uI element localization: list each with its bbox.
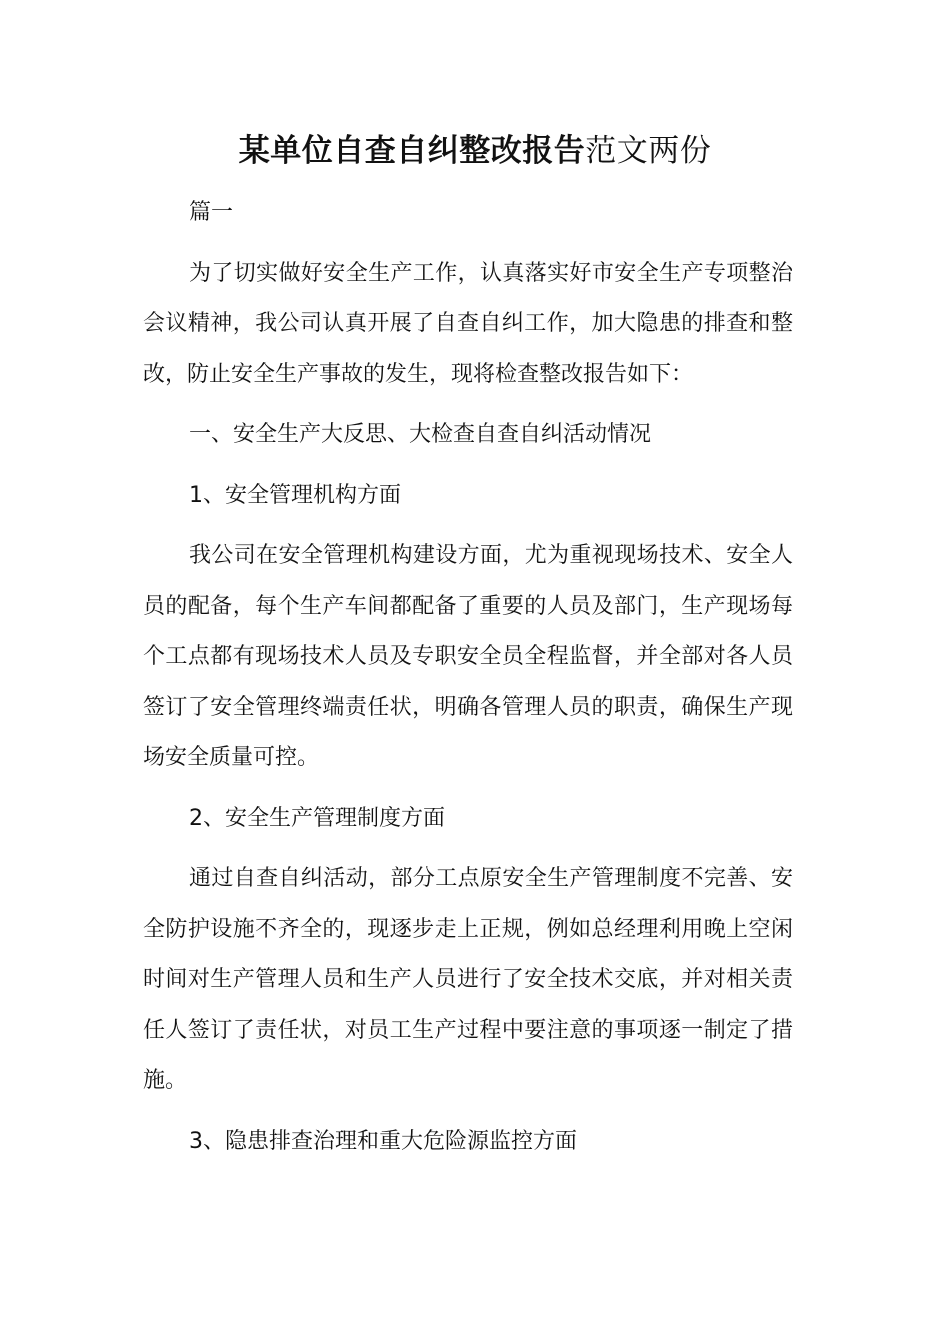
title-main: 某单位自查自纠整改报告 [238, 133, 586, 169]
document-title [0, 128, 950, 174]
intro-paragraph: 为了切实做好安全生产工作，认真落实好市安全生产专项整治会议精神，我公司认真开展了自查自纠工作，加大隐患的排查和整改，防止安全生产事故的发生，现将检查整改报告如下： [143, 260, 793, 387]
paragraph-2: 通过自查自纠活动，部分工点原安全生产管理制度不完善、安全防护设施不齐全的，现逐步走上正规，例如总经理利用晚上空闲时间对生产管理人员和生产人员进行了安全技术交底，并对相关责任人签订了责任状，对员工生产过程中要注意的事项逐一制定了措施。 [143, 866, 793, 1093]
document-body [143, 188, 793, 1177]
title-suffix: 范文两份 [585, 133, 712, 169]
subheading-2: 2、安全生产管理制度方面 [189, 805, 445, 831]
subheading-3: 3、隐患排查治理和重大危险源监控方面 [189, 1128, 577, 1154]
heading-1: 一、安全生产大反思、大检查自查自纠活动情况 [189, 422, 652, 447]
section-label: 篇一 [189, 200, 234, 225]
subheading-1: 1、安全管理机构方面 [189, 482, 401, 508]
paragraph-1: 我公司在安全管理机构建设方面，尤为重视现场技术、安全人员的配备，每个生产车间都配备了重要的人员及部门，生产现场每个工点都有现场技术人员及专职安全员全程监督，并全部对各人员签订了安全管理终端责任状，明确各管理人员的职责，确保生产现场安全质量可控。 [143, 543, 793, 770]
